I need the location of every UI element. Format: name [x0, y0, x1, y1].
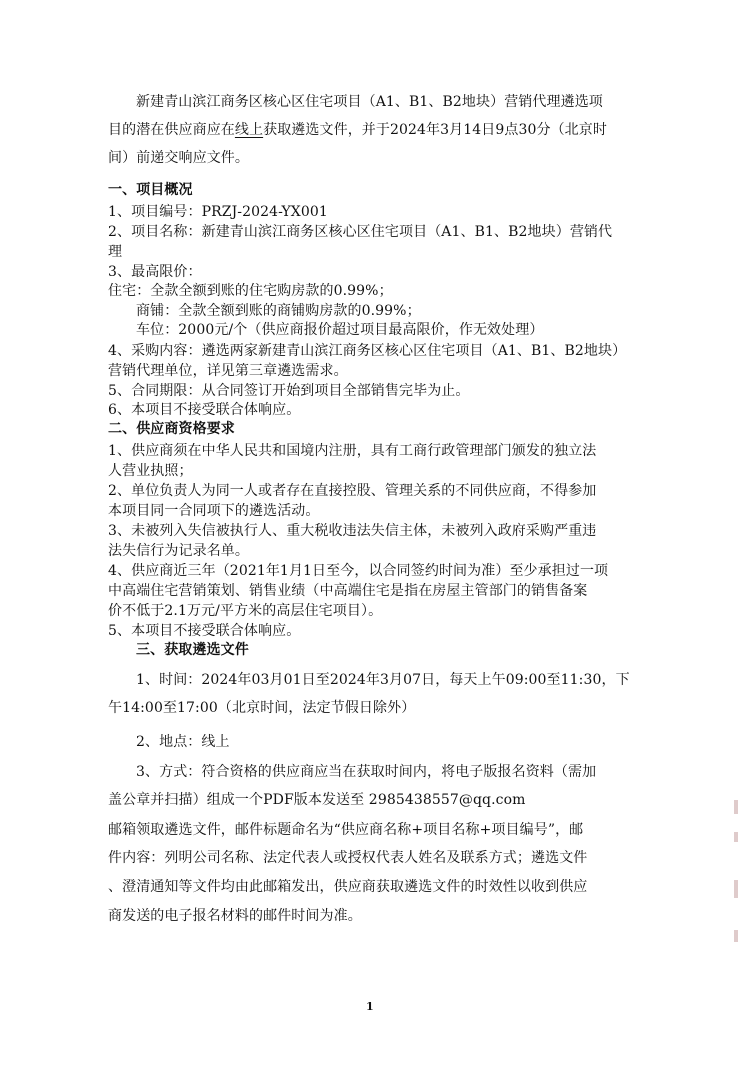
scan-mark-4 — [734, 930, 738, 942]
s1-price-parking: 车位：2000元/个（供应商报价超过项目最高限价，作无效处理） — [136, 322, 544, 338]
section-1-heading: 一、项目概况 — [108, 182, 193, 198]
s3-method-line-3: 邮箱领取遴选文件，邮件标题命名为“供应商名称+项目名称+项目编号”，邮 — [108, 822, 584, 838]
s3-time-line-2: 午14:00至17:00（北京时间，法定节假日除外） — [108, 700, 416, 716]
s1-price-shop: 商铺：全款全额到账的商铺购房款的0.99%； — [136, 303, 421, 319]
s1-item-1: 1、项目编号：PRZJ-2024-YX001 — [108, 204, 328, 220]
s3-method-line-5: 、澄清通知等文件均由此邮箱发出，供应商获取遴选文件的时效性以收到供应 — [108, 879, 588, 895]
page-number: 1 — [366, 1000, 374, 1013]
s2-item-5: 5、本项目不接受联合体响应。 — [108, 623, 301, 639]
intro-line-3: 间）前递交响应文件。 — [108, 150, 249, 166]
s3-method-line-4: 件内容：列明公司名称、法定代表人或授权代表人姓名及联系方式；遴选文件 — [108, 850, 588, 866]
scan-mark-1 — [734, 800, 738, 814]
s2-item-1: 1、供应商须在中华人民共和国境内注册，具有工商行政管理部门颁发的独立法 — [108, 443, 597, 459]
s1-item-3: 3、最高限价： — [108, 264, 202, 280]
s3-time-line-1: 1、时间：2024年03月01日至2024年3月07日，每天上午09:00至11:30，下 — [136, 672, 630, 688]
s3-place: 2、地点：线上 — [136, 734, 230, 750]
s3-method-line-6: 商发送的电子报名材料的邮件时间为准。 — [108, 908, 362, 924]
intro-line-2 — [108, 120, 607, 140]
intro-online-underlined: 线上 — [234, 122, 264, 138]
scan-mark-2 — [734, 832, 738, 842]
s2-item-2: 2、单位负责人为同一人或者存在直接控股、管理关系的不同供应商，不得参加 — [108, 483, 597, 499]
s2-item-1-cont: 人营业执照； — [108, 463, 193, 479]
section-3-heading: 三、获取遴选文件 — [136, 642, 249, 658]
section-2-heading: 二、供应商资格要求 — [108, 421, 235, 437]
s2-item-4-cont-2: 价不低于2.1万元/平方米的高层住宅项目）。 — [108, 603, 383, 619]
s1-item-5: 5、合同期限：从合同签订开始到项目全部销售完毕为止。 — [108, 383, 470, 399]
intro-line-2-b: 获取遴选文件，并于2024年3月14日9点30分（北京时 — [263, 122, 607, 138]
s1-item-2-cont: 理 — [108, 244, 123, 260]
s2-item-3-cont: 法失信行为记录名单。 — [108, 543, 249, 559]
scan-mark-3 — [734, 880, 738, 898]
s2-item-2-cont: 本项目同一合同项下的遴选活动。 — [108, 503, 320, 519]
s1-price-residential: 住宅：全款全额到账的住宅购房款的0.99%； — [108, 283, 393, 299]
s1-item-6: 6、本项目不接受联合体响应。 — [108, 402, 301, 418]
intro-line-2-a: 目的潜在供应商应在 — [108, 122, 235, 138]
intro-line-1: 新建青山滨江商务区核心区住宅项目（A1、B1、B2地块）营销代理遴选项 — [136, 94, 603, 110]
s2-item-4: 4、供应商近三年（2021年1月1日至今，以合同签约时间为准）至少承担过一项 — [108, 563, 609, 579]
s3-method-line-2: 盖公章并扫描）组成一个PDF版本发送至 2985438557@qq.com — [108, 792, 526, 808]
s1-item-2: 2、项目名称：新建青山滨江商务区核心区住宅项目（A1、B1、B2地块）营销代 — [108, 224, 613, 240]
s2-item-3: 3、未被列入失信被执行人、重大税收违法失信主体，未被列入政府采购严重违 — [108, 523, 597, 539]
s2-item-4-cont-1: 中高端住宅营销策划、销售业绩（中高端住宅是指在房屋主管部门的销售备案 — [108, 583, 588, 599]
s3-method-line-1: 3、方式：符合资格的供应商应当在获取时间内，将电子版报名资料（需加 — [136, 764, 597, 780]
s1-item-4-cont: 营销代理单位，详见第三章遴选需求。 — [108, 363, 348, 379]
s1-item-4: 4、采购内容：遴选两家新建青山滨江商务区核心区住宅项目（A1、B1、B2地块） — [108, 343, 627, 359]
